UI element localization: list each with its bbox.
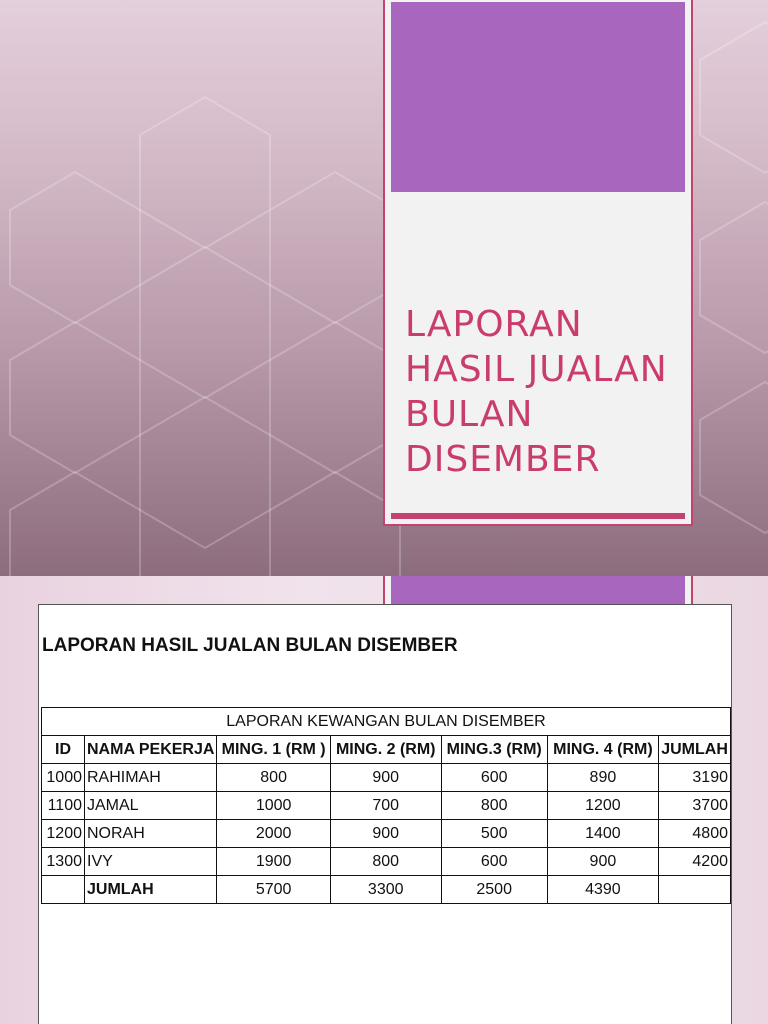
cell-week4: 1400 xyxy=(547,820,658,848)
table-row xyxy=(42,764,731,792)
document-title: LAPORAN HASIL JUALAN BULAN DISEMBER xyxy=(42,635,458,656)
cell-week2: 900 xyxy=(330,764,441,792)
cell-id: 1000 xyxy=(42,764,85,792)
cell-name: NORAH xyxy=(85,820,217,848)
table-row xyxy=(42,820,731,848)
cell-week4: 890 xyxy=(547,764,658,792)
cell-total: 3700 xyxy=(659,792,731,820)
cell-id: 1100 xyxy=(42,792,85,820)
cell-week1: 1900 xyxy=(217,848,330,876)
cell-total: 3190 xyxy=(659,764,731,792)
cell-week2-total: 3300 xyxy=(330,876,441,904)
cell-id: 1300 xyxy=(42,848,85,876)
cell-name: JAMAL xyxy=(85,792,217,820)
cell-id: 1200 xyxy=(42,820,85,848)
cell-week4: 900 xyxy=(547,848,658,876)
cell-grand-total xyxy=(659,876,731,904)
column-header: MING. 2 (RM) xyxy=(330,736,441,764)
cell-week1-total: 5700 xyxy=(217,876,330,904)
cell-id xyxy=(42,876,85,904)
cell-total: 4200 xyxy=(659,848,731,876)
cell-week4-total: 4390 xyxy=(547,876,658,904)
cell-name: IVY xyxy=(85,848,217,876)
cell-week1: 1000 xyxy=(217,792,330,820)
column-header: MING.3 (RM) xyxy=(441,736,547,764)
cell-week1: 2000 xyxy=(217,820,330,848)
cell-week3: 600 xyxy=(441,764,547,792)
column-header: MING. 4 (RM) xyxy=(547,736,658,764)
column-header: ID xyxy=(42,736,85,764)
cell-week3-total: 2500 xyxy=(441,876,547,904)
column-header: NAMA PEKERJA xyxy=(85,736,217,764)
title-card xyxy=(383,0,693,526)
cell-total-label: JUMLAH xyxy=(85,876,217,904)
report-document xyxy=(38,604,732,1024)
cell-week2: 900 xyxy=(330,820,441,848)
table-total-row xyxy=(42,876,731,904)
slide-title: LAPORAN HASIL JUALAN BULAN DISEMBER xyxy=(405,304,668,480)
column-header: MING. 1 (RM ) xyxy=(217,736,330,764)
table-row xyxy=(42,848,731,876)
table-row xyxy=(42,792,731,820)
purple-header-block xyxy=(391,2,685,192)
cell-total: 4800 xyxy=(659,820,731,848)
cell-week2: 700 xyxy=(330,792,441,820)
column-header: JUMLAH xyxy=(659,736,731,764)
cell-week3: 800 xyxy=(441,792,547,820)
cell-week3: 600 xyxy=(441,848,547,876)
sales-table xyxy=(41,707,731,904)
cell-name: RAHIMAH xyxy=(85,764,217,792)
cell-week1: 800 xyxy=(217,764,330,792)
report-slide xyxy=(0,576,768,1024)
cell-week2: 800 xyxy=(330,848,441,876)
cell-week3: 500 xyxy=(441,820,547,848)
cell-week4: 1200 xyxy=(547,792,658,820)
accent-divider xyxy=(391,513,685,519)
table-caption: LAPORAN KEWANGAN BULAN DISEMBER xyxy=(42,708,731,736)
